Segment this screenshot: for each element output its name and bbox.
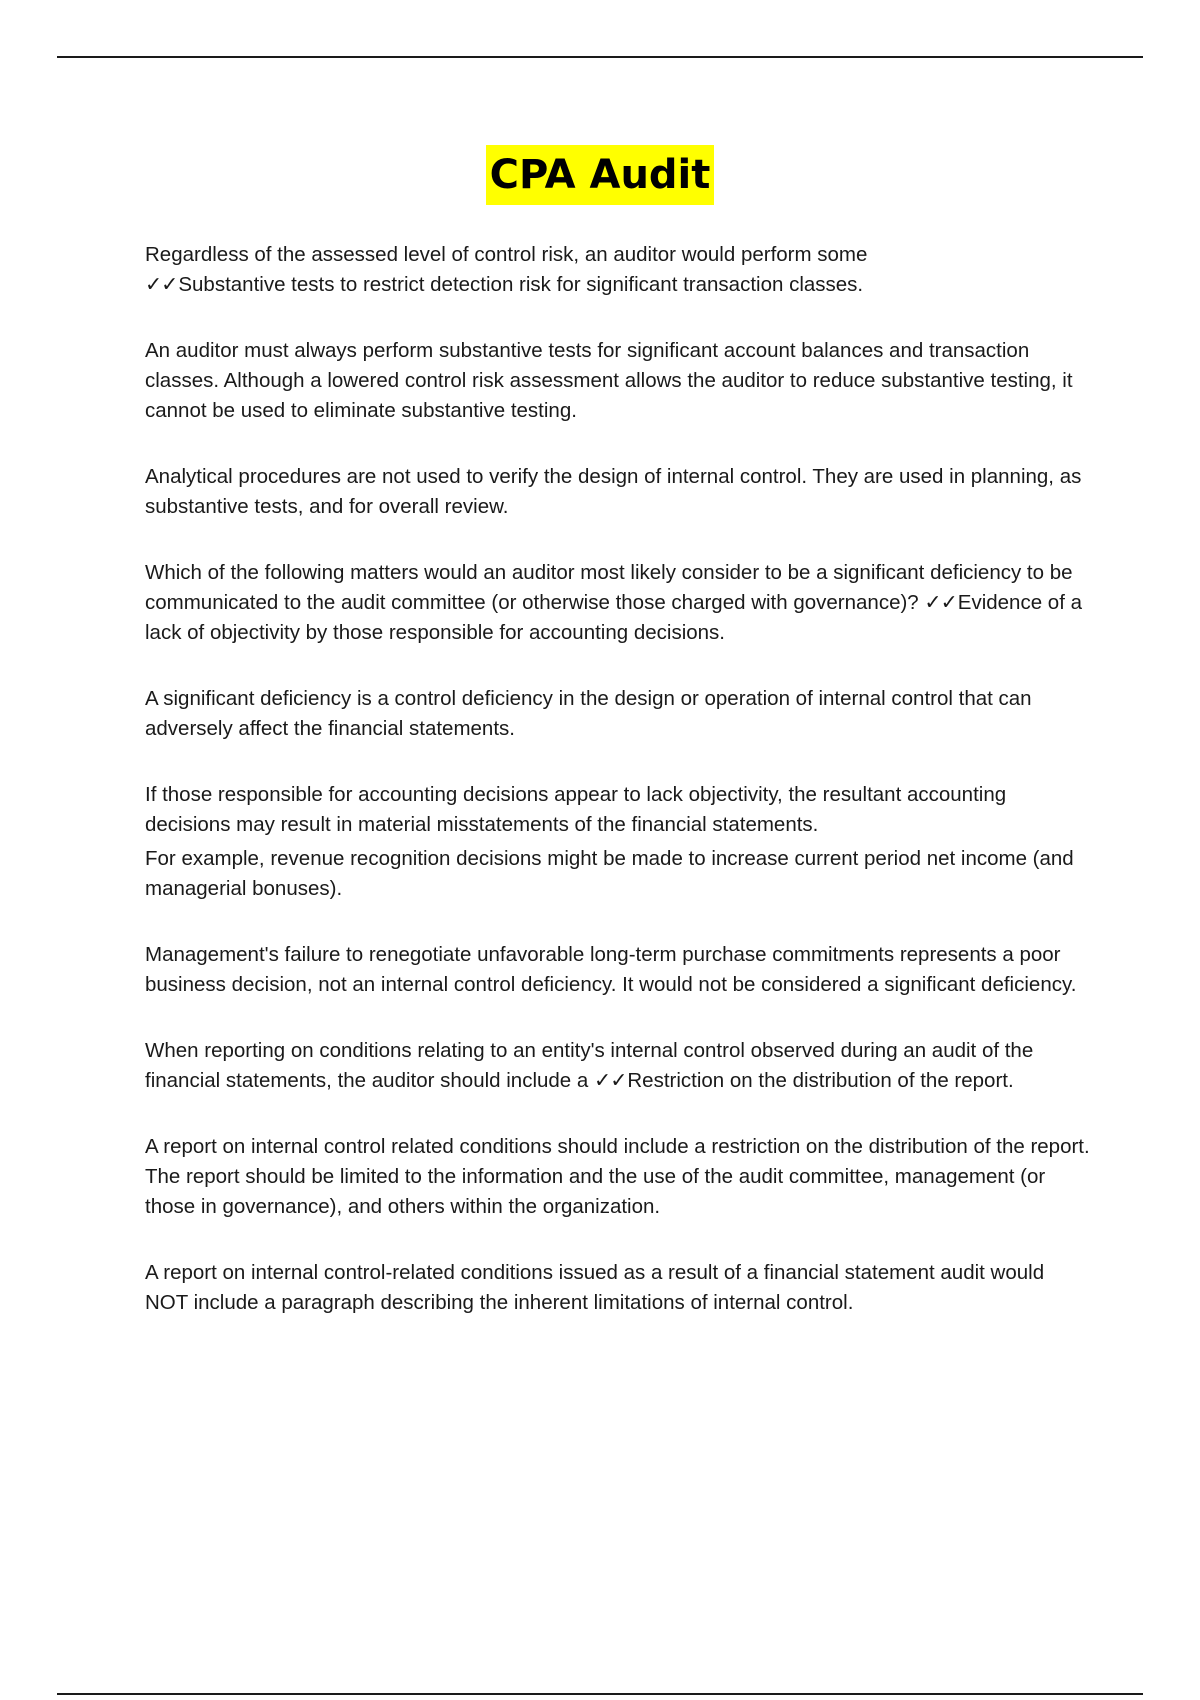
qa-paragraph (145, 558, 1090, 648)
explanation-paragraph: A report on internal control-related conditions issued as a result of a financial statement audit would NOT include a paragraph describing the inherent limitations of internal control. (145, 1261, 1045, 1314)
explanation-paragraph: An auditor must always perform substantive tests for significant account balances and transaction classes. Although a lowered control risk assessment allows the auditor to reduce substantive testing, it cannot be used to eliminate substantive testing. (145, 339, 1073, 422)
explanation-paragraph: For example, revenue recognition decisions might be made to increase current period net income (and managerial bonuses). (145, 847, 1074, 900)
qa-paragraph (145, 240, 1090, 300)
qa-paragraph (145, 1036, 1090, 1096)
answer-text: Substantive tests to restrict detection risk for significant transaction classes. (178, 273, 864, 296)
question-text: Regardless of the assessed level of control risk, an auditor would perform some (145, 243, 868, 266)
bottom-divider (57, 1693, 1143, 1695)
explanation-paragraph: A report on internal control related conditions should include a restriction on the distribution of the report. The report should be limited to the information and the use of the audit committee, management (or those in governance), and others within the organization. (145, 1135, 1090, 1218)
double-check-icon: ✓✓ (145, 273, 178, 296)
document-title: CPA Audit (486, 145, 715, 205)
question-text: When reporting on conditions relating to an entity's internal control observed during an audit of the financial statements, the auditor should include a (145, 1039, 1034, 1092)
double-check-icon: ✓✓ (594, 1069, 627, 1092)
answer-text: Restriction on the distribution of the report. (627, 1069, 1014, 1092)
explanation-paragraph: Management's failure to renegotiate unfavorable long-term purchase commitments represents a poor business decision, not an internal control deficiency. It would not be considered a significant deficiency. (145, 943, 1077, 996)
answer-text: Evidence of a lack of objectivity by those responsible for accounting decisions. (145, 591, 1083, 644)
double-check-icon: ✓✓ (924, 591, 957, 614)
explanation-paragraph: A significant deficiency is a control deficiency in the design or operation of internal control that can adversely affect the financial statements. (145, 687, 1032, 740)
document-body (145, 240, 1090, 1354)
explanation-paragraph: Analytical procedures are not used to verify the design of internal control. They are used in planning, as substantive tests, and for overall review. (145, 465, 1082, 518)
question-text: Which of the following matters would an auditor most likely consider to be a significant deficiency to be communicated to the audit committee (or otherwise those charged with governance)? (145, 561, 1073, 614)
top-divider (57, 56, 1143, 58)
explanation-paragraph: If those responsible for accounting decisions appear to lack objectivity, the resultant accounting decisions may result in material misstatements of the financial statements. (145, 783, 1007, 836)
title-container (0, 145, 1200, 205)
